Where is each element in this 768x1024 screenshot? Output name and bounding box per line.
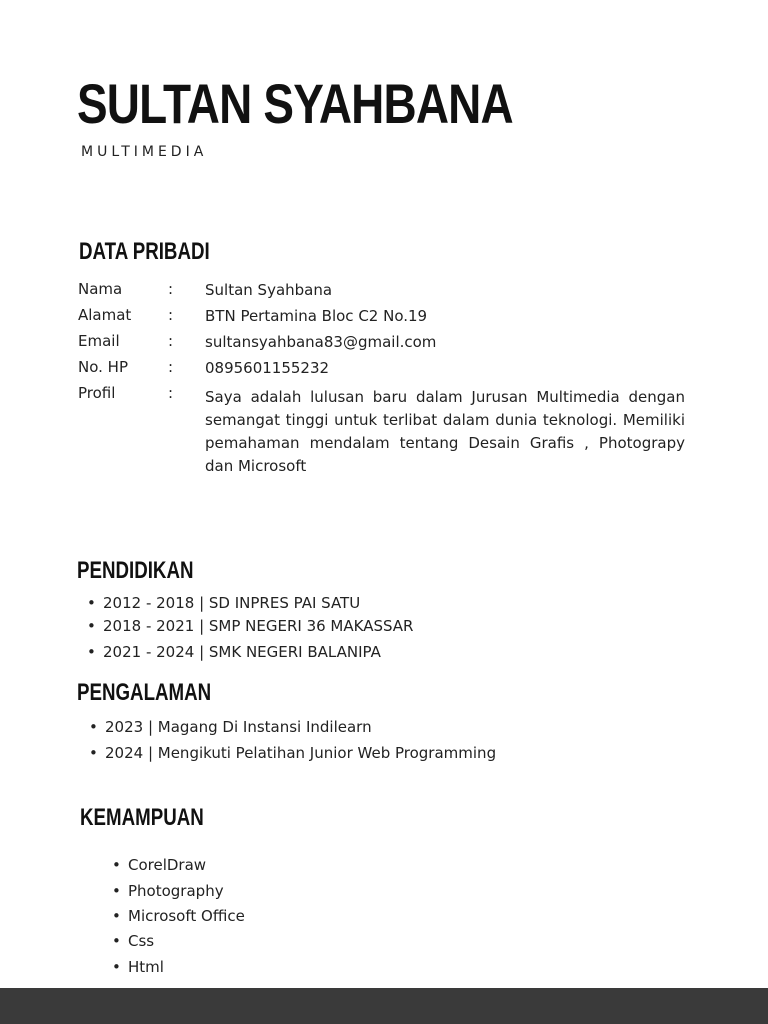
value-no-hp: 0895601155232 (205, 359, 330, 377)
value-alamat: BTN Pertamina Bloc C2 No.19 (205, 307, 428, 325)
section-heading-kemampuan: KEMAMPUAN (80, 804, 204, 831)
list-item: • Photography (128, 882, 224, 900)
colon: : (168, 384, 174, 402)
list-item: • 2021 - 2024 | SMK NEGERI BALANIPA (103, 643, 381, 661)
list-item: • 2018 - 2021 | SMP NEGERI 36 MAKASSAR (103, 617, 413, 635)
colon: : (168, 358, 174, 376)
value-nama: Sultan Syahbana (205, 281, 333, 299)
footer-bar (0, 988, 768, 1024)
colon: : (168, 306, 174, 324)
list-item: • CorelDraw (128, 856, 206, 874)
section-heading-pengalaman: PENGALAMAN (77, 679, 212, 706)
colon: : (168, 332, 174, 350)
resume-role: MULTIMEDIA (81, 144, 208, 160)
list-item: • Microsoft Office (128, 907, 245, 925)
value-email: sultansyahbana83@gmail.com (205, 333, 437, 351)
list-item: • 2024 | Mengikuti Pelatihan Junior Web Programming (105, 744, 496, 762)
label-alamat: Alamat (78, 306, 132, 324)
label-nama: Nama (78, 280, 123, 298)
label-email: Email (78, 332, 120, 350)
value-profil: Saya adalah lulusan baru dalam Jurusan Multimedia dengan semangat tinggi untuk terlibat dalam dunia teknologi. Memiliki pemahaman mendalam tentang Desain Grafis , Photograpy dan Microsoft (205, 388, 685, 475)
section-heading-data-pribadi: DATA PRIBADI (79, 238, 210, 265)
colon: : (168, 280, 174, 298)
resume-name: SULTAN SYAHBANA (77, 72, 513, 135)
list-item: • 2023 | Magang Di Instansi Indilearn (105, 718, 372, 736)
list-item: • 2012 - 2018 | SD INPRES PAI SATU (103, 594, 360, 612)
label-profil: Profil (78, 384, 116, 402)
list-item: • Html (128, 958, 164, 976)
section-heading-pendidikan: PENDIDIKAN (77, 557, 194, 584)
list-item: • Css (128, 932, 154, 950)
label-no-hp: No. HP (78, 358, 128, 376)
